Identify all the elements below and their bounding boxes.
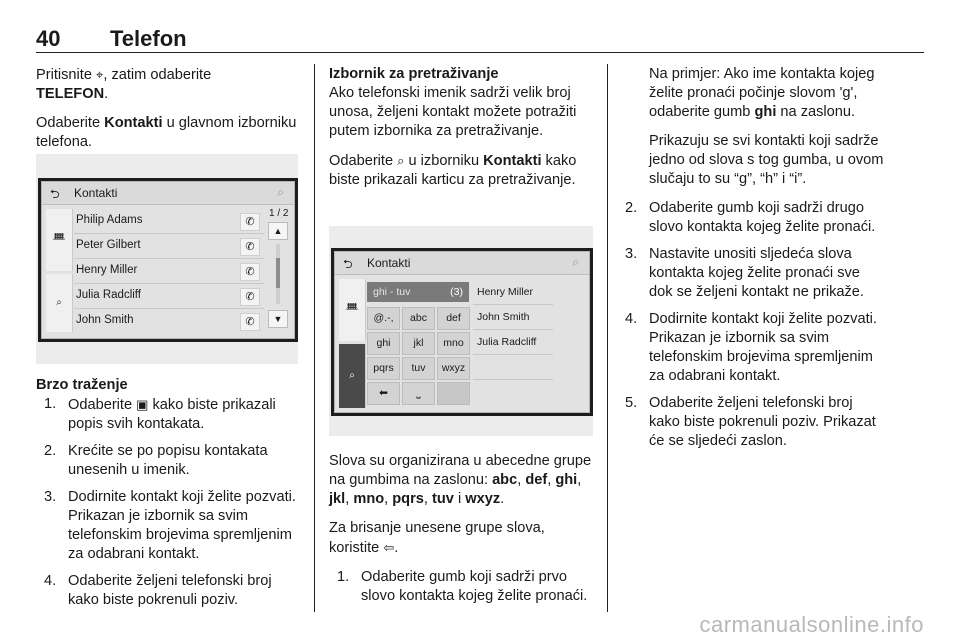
back-icon[interactable]: ⮌ <box>343 257 353 271</box>
list-item: 3. Dodirnite kontakt koji želite pozvati. Prikazan je izbornik sa svim telefonskim brojevima spremljenim za odabrani kontakt. <box>44 489 296 562</box>
section-title: Brzo traženje <box>36 377 128 393</box>
phone-icon[interactable]: ✆ <box>240 288 260 306</box>
result-count: (3) <box>450 286 463 298</box>
key-jkl[interactable]: jkl <box>402 332 435 355</box>
list-item: 4. Dodirnite kontakt koji želite pozvati. Prikazan je izbornik sa svim telefonskim brojevima spremljenim za odabrani kontakt. <box>625 311 877 384</box>
example-paragraph: Na primjer: Ako ime kontakta kojeg želite pronaći počinje slovom 'g', odaberite gumb ghi na zaslonu. <box>649 66 875 120</box>
search-tab[interactable] <box>46 274 73 332</box>
page-number: 40 <box>36 26 61 51</box>
space-button[interactable]: ⎵ <box>402 382 435 405</box>
result-row[interactable]: John Smith <box>473 305 553 330</box>
watermark: carmanualsonline.info <box>699 612 924 637</box>
key-wxyz[interactable]: wxyz <box>437 357 470 380</box>
list-item: 4. Odaberite željeni telefonski broj kako biste pokrenuli poziv. <box>44 573 272 608</box>
search-input[interactable]: ghi - tuv (3) <box>367 282 469 302</box>
column-2 <box>329 65 595 200</box>
search-steps <box>329 568 595 606</box>
search-select-paragraph: Odaberite ⌕ u izborniku Kontakti kako biste prikazali karticu za pretraživanje. <box>329 153 577 188</box>
search-icon: ⌕ <box>397 153 405 168</box>
intro-paragraph: Pritisnite ⌖, zatim odaberite TELEFON. <box>36 67 212 102</box>
quick-search-section <box>36 376 298 618</box>
phone-icon[interactable]: ✆ <box>240 263 260 281</box>
screen-title: Kontakti <box>367 256 411 270</box>
key-tuv[interactable]: tuv <box>402 357 435 380</box>
contact-row[interactable]: Henry Miller ✆ <box>74 259 264 284</box>
scroll-thumb[interactable] <box>276 258 280 288</box>
all-contacts-tab[interactable] <box>46 209 73 271</box>
result-paragraph: Prikazuju se svi kontakti koji sadrže jedno od slova s tog gumba, u ovom slučaju to su “g”, “h” i “i”. <box>649 133 884 187</box>
contact-row[interactable]: John Smith ✆ <box>74 309 264 333</box>
list-item: 2. Krećite se po popisu kontakata unesenih u imenik. <box>44 443 268 478</box>
search-steps-continued <box>625 199 887 451</box>
search-tab[interactable] <box>339 344 366 408</box>
list-item: 1. Odaberite ▣ kako biste prikazali popis svih kontakata. <box>44 396 276 432</box>
screen-title-bar <box>42 182 294 205</box>
key-symbols[interactable]: @.-, <box>367 307 400 330</box>
contacts-list-icon: ᚙ <box>53 234 65 245</box>
phone-icon[interactable]: ✆ <box>240 238 260 256</box>
phone-icon[interactable]: ✆ <box>240 213 260 231</box>
backspace-button[interactable]: ⬅ <box>367 382 400 405</box>
contact-row[interactable]: Peter Gilbert ✆ <box>74 234 264 259</box>
column-3 <box>625 65 887 459</box>
contacts-screen <box>41 181 295 339</box>
contact-row[interactable]: Philip Adams ✆ <box>74 209 264 234</box>
scroll-down-button[interactable]: ▼ <box>268 310 288 328</box>
result-row[interactable]: Henry Miller <box>473 280 553 305</box>
back-icon[interactable]: ⮌ <box>50 187 60 201</box>
key-def[interactable]: def <box>437 307 470 330</box>
column-divider-1 <box>314 64 315 612</box>
result-row <box>473 355 553 380</box>
search-icon: ⌕ <box>349 370 355 381</box>
empty-key <box>437 382 470 405</box>
list-item: 2. Odaberite gumb koji sadrži drugo slovo kontakta kojeg želite pronaći. <box>625 200 876 235</box>
search-icon[interactable]: ⌕ <box>277 185 284 199</box>
column-2-lower <box>329 452 595 614</box>
screen-title-bar <box>335 252 589 275</box>
key-abc[interactable]: abc <box>402 307 435 330</box>
search-screen <box>334 251 590 413</box>
list-item: 5. Odaberite željeni telefonski broj kako biste pokrenuli poziv. Prikazat će se sljedeći zaslon. <box>625 395 876 449</box>
contacts-list-icon: ᚙ <box>346 304 358 315</box>
result-row[interactable]: Julia Radcliff <box>473 330 553 355</box>
key-ghi[interactable]: ghi <box>367 332 400 355</box>
column-divider-2 <box>607 64 608 612</box>
all-contacts-tab[interactable] <box>339 279 366 341</box>
page-title: Telefon <box>110 26 187 51</box>
header-rule <box>36 52 924 53</box>
phone-icon[interactable]: ✆ <box>240 313 260 331</box>
list-item: 3. Nastavite unositi sljedeća slova kontakta kojeg želite pronaći sve dok se željeni kontakt ne prikaže. <box>625 246 864 300</box>
search-menu-paragraph: Ako telefonski imenik sadrži velik broj unosa, željeni kontakt možete potražiti putem izbornika za pretraživanje. <box>329 85 577 139</box>
column-1 <box>36 65 298 162</box>
section-title: Izbornik za pretraživanje <box>329 66 499 82</box>
backspace-icon: ⇦ <box>383 540 395 555</box>
home-icon: ⌖ <box>96 67 104 82</box>
contacts-paragraph: Odaberite Kontakti u glavnom izborniku telefona. <box>36 115 297 150</box>
search-screenshot <box>329 226 593 436</box>
key-pqrs[interactable]: pqrs <box>367 357 400 380</box>
result-row <box>473 380 553 404</box>
quick-search-steps <box>36 395 298 610</box>
list-item: 1. Odaberite gumb koji sadrži prvo slovo kontakta kojeg želite pronaći. <box>337 569 588 604</box>
search-icon: ⌕ <box>56 297 62 308</box>
search-icon[interactable]: ⌕ <box>572 255 579 269</box>
contacts-list-icon: ▣ <box>136 397 149 412</box>
page-indicator: 1 / 2 <box>269 208 289 219</box>
screen-title: Kontakti <box>74 186 118 200</box>
key-mno[interactable]: mno <box>437 332 470 355</box>
contacts-screenshot <box>36 154 298 364</box>
contact-row[interactable]: Julia Radcliff ✆ <box>74 284 264 309</box>
scroll-up-button[interactable]: ▲ <box>268 222 288 240</box>
delete-paragraph: Za brisanje unesene grupe slova, koristite ⇦. <box>329 520 545 556</box>
groups-paragraph: Slova su organizirana u abecedne grupe na gumbima na zaslonu: abc, def, ghi, jkl, mno, pqrs, tuv i wxyz. <box>329 453 592 507</box>
